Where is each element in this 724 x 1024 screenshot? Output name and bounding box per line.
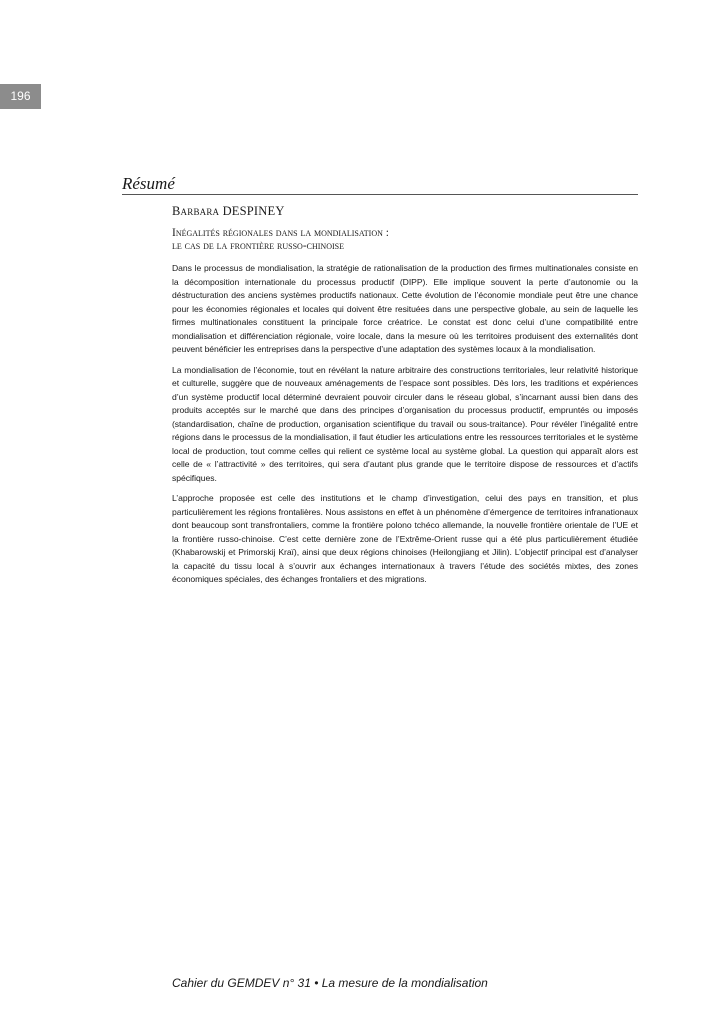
abstract-paragraph-2: La mondialisation de l’économie, tout en révélant la nature arbitraire des constructions territoriales, leur relativité historique et culturelle, suggère que de nouveaux aménagements de l’espace sont possibles. Dès lors, les traditions et expériences d’un système productif local déterminé devraient pouvoir circuler dans le réseau global, s’incarnant aussi bien dans des produits acceptés sur le marché que dans des principes d’organisation du processus productif, empruntés ou imposés (standardisation, chaîne de production, organisation scientifique du travail ou sous-traitance). Pour révéler l’inégalité entre régions dans le processus de la mondialisation, il faut étudier les articulations entre les ressources territoriales et le système local de production, tout comme celles qui relient ce système local au système global. La question qui apparaît alors est celle de « l’attractivité » des territoires, qui sera d’autant plus grande que le territoire dispose de ressources et d’actifs spécifiques. bbox=[172, 364, 638, 483]
article-title-line-1: Inégalités régionales dans la mondialisation : bbox=[172, 227, 389, 239]
abstract-paragraph-1: Dans le processus de mondialisation, la stratégie de rationalisation de la production des firmes multinationales consiste en la décomposition internationale du processus productif (DIPP). Elle implique souvent la perte d’autonomie ou la déstructuration des anciens systèmes productifs nationaux. Cette évolution de l’économie mondiale peut être une chance pour les économies régionales et locales qui doivent être resituées dans une perspective globale, au sein de laquelle les firmes multinationales constituent la principale force créatrice. Le constat est donc celui d’une compatibilité entre mondialisation et différenciation régionale, voire locale, dans la mesure où les territoires produisent des externalités dont peuvent bénéficier les entreprises dans la perspective d’une adaptation des systèmes locaux à la mondialisation. bbox=[172, 263, 638, 354]
page-footer: Cahier du GEMDEV n° 31 • La mesure de la mondialisation bbox=[172, 976, 488, 990]
section-title: Résumé bbox=[122, 174, 175, 193]
article-title bbox=[172, 227, 638, 253]
section-heading bbox=[122, 174, 638, 195]
page-number-tab: 196 bbox=[0, 84, 41, 109]
article-content bbox=[172, 203, 638, 594]
abstract-paragraph-3: L’approche proposée est celle des institutions et le champ d’investigation, celui des pays en transition, et plus particulièrement les régions frontalières. Nous assistons en effet à un phénomène d’émergence de territoires infranationaux dont beaucoup sont transfrontaliers, comme la frontière polono tchéco allemande, la nouvelle frontière orientale de l’UE et la frontière russo-chinoise. C’est cette dernière zone de l’Extrême-Orient russe qui a été plus particulièrement étudiée (Khabarowskij et Primorskij Kraï), ainsi que deux régions chinoises (Heilongjiang et Jilin). L’objectif principal est d’analyser la capacité du tissu local à s’ouvrir aux échanges internationaux à travers l’étude des sociétés mixtes, des zones économiques spéciales, des échanges frontaliers et des migrations. bbox=[172, 493, 638, 584]
article-title-line-2: le cas de la frontière russo-chinoise bbox=[172, 240, 344, 252]
author-name: Barbara DESPINEY bbox=[172, 204, 285, 218]
